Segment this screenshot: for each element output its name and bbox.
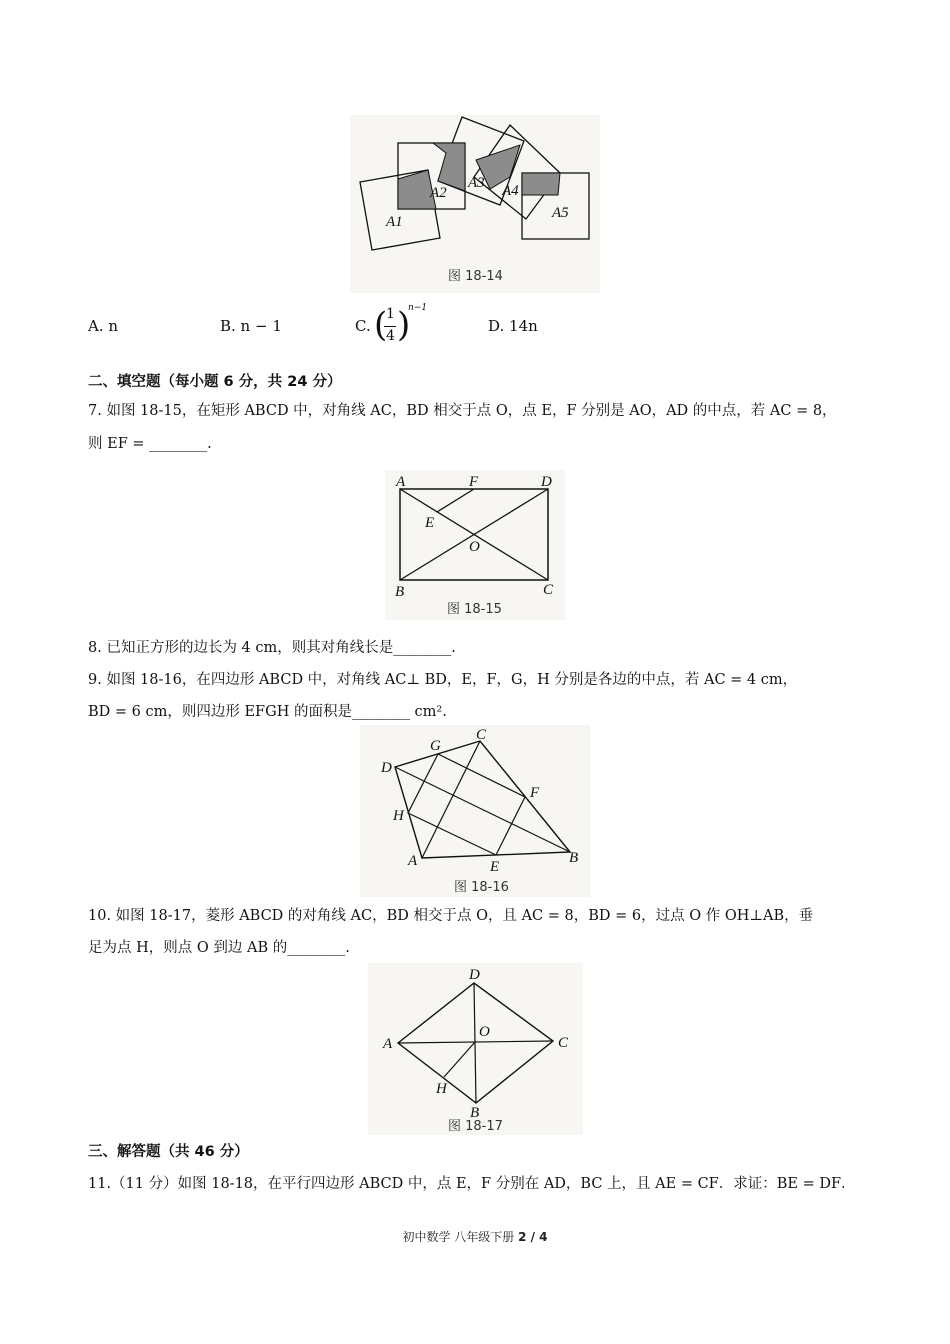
- section-2-heading: 二、填空题（每小题 6 分，共 24 分）: [88, 374, 342, 390]
- label-h: H: [393, 808, 404, 824]
- figure-caption: 图 18-17: [448, 1119, 503, 1134]
- label-a: A: [408, 853, 418, 869]
- section-3-heading: 三、解答题（共 46 分）: [88, 1144, 249, 1160]
- label-d: D: [381, 760, 392, 776]
- label-a: A: [383, 1036, 393, 1052]
- question-7-line1: 7. 如图 18-15，在矩形 ABCD 中，对角线 AC，BD 相交于点 O，点 E，F 分别是 AO，AD 的中点，若 AC = 8，: [88, 403, 837, 419]
- label-b: B: [470, 1105, 480, 1121]
- label-a4: A4: [502, 183, 519, 199]
- label-o: O: [479, 1024, 490, 1040]
- option-c-denominator: 4: [386, 328, 395, 344]
- figure-18-14: [350, 115, 600, 293]
- label-e: E: [425, 515, 435, 531]
- figure-caption: 图 18-14: [448, 269, 503, 284]
- question-10-line1: 10. 如图 18-17，菱形 ABCD 的对角线 AC，BD 相交于点 O，且 AC = 8，BD = 6，过点 O 作 OH⊥AB，垂: [88, 908, 814, 924]
- option-c-numerator: 1: [386, 306, 395, 322]
- footer-text: 初中数学 八年级下册: [402, 1230, 519, 1244]
- label-f: F: [530, 785, 540, 801]
- option-c-prefix: C.: [355, 317, 371, 335]
- label-h: H: [436, 1081, 447, 1097]
- label-a2: A2: [430, 185, 447, 201]
- figure-caption: 图 18-15: [447, 602, 502, 617]
- option-c-exponent: n−1: [408, 303, 428, 313]
- question-10-line2: 足为点 H，则点 O 到边 AB 的________.: [88, 940, 350, 956]
- page-number: 2 / 4: [518, 1230, 548, 1244]
- label-a5: A5: [552, 205, 569, 221]
- label-b: B: [395, 584, 405, 600]
- label-d: D: [541, 474, 552, 490]
- label-f: F: [469, 474, 479, 490]
- label-e: E: [490, 859, 500, 875]
- option-a: A. n: [88, 317, 119, 335]
- page-footer: [0, 1228, 950, 1245]
- question-9-line2: BD = 6 cm，则四边形 EFGH 的面积是________ cm².: [88, 704, 447, 720]
- label-a: A: [396, 474, 406, 490]
- label-c: C: [476, 727, 487, 743]
- option-d: D. 14n: [488, 317, 538, 335]
- option-b: B. n − 1: [220, 317, 282, 335]
- label-b: B: [569, 850, 579, 866]
- figure-18-16: [360, 725, 590, 897]
- question-7-line2: 则 EF = ________.: [88, 436, 212, 452]
- label-g: G: [430, 738, 441, 754]
- label-a1: A1: [386, 214, 403, 230]
- label-c: C: [543, 582, 554, 598]
- question-9-line1: 9. 如图 18-16，在四边形 ABCD 中，对角线 AC⊥ BD，E，F，G，H 分别是各边的中点，若 AC = 4 cm，: [88, 672, 798, 688]
- question-8: 8. 已知正方形的边长为 4 cm，则其对角线长是________.: [88, 640, 456, 656]
- label-d: D: [469, 967, 480, 983]
- figure-18-17: [368, 963, 583, 1135]
- label-c: C: [558, 1035, 569, 1051]
- label-a3: A3: [468, 175, 485, 191]
- label-o: O: [469, 539, 480, 555]
- question-11: 11.（11 分）如图 18-18，在平行四边形 ABCD 中，点 E，F 分别在 AD，BC 上，且 AE = CF．求证：BE = DF．: [88, 1176, 856, 1192]
- figure-18-15: [385, 470, 565, 620]
- figure-caption: 图 18-16: [454, 880, 509, 895]
